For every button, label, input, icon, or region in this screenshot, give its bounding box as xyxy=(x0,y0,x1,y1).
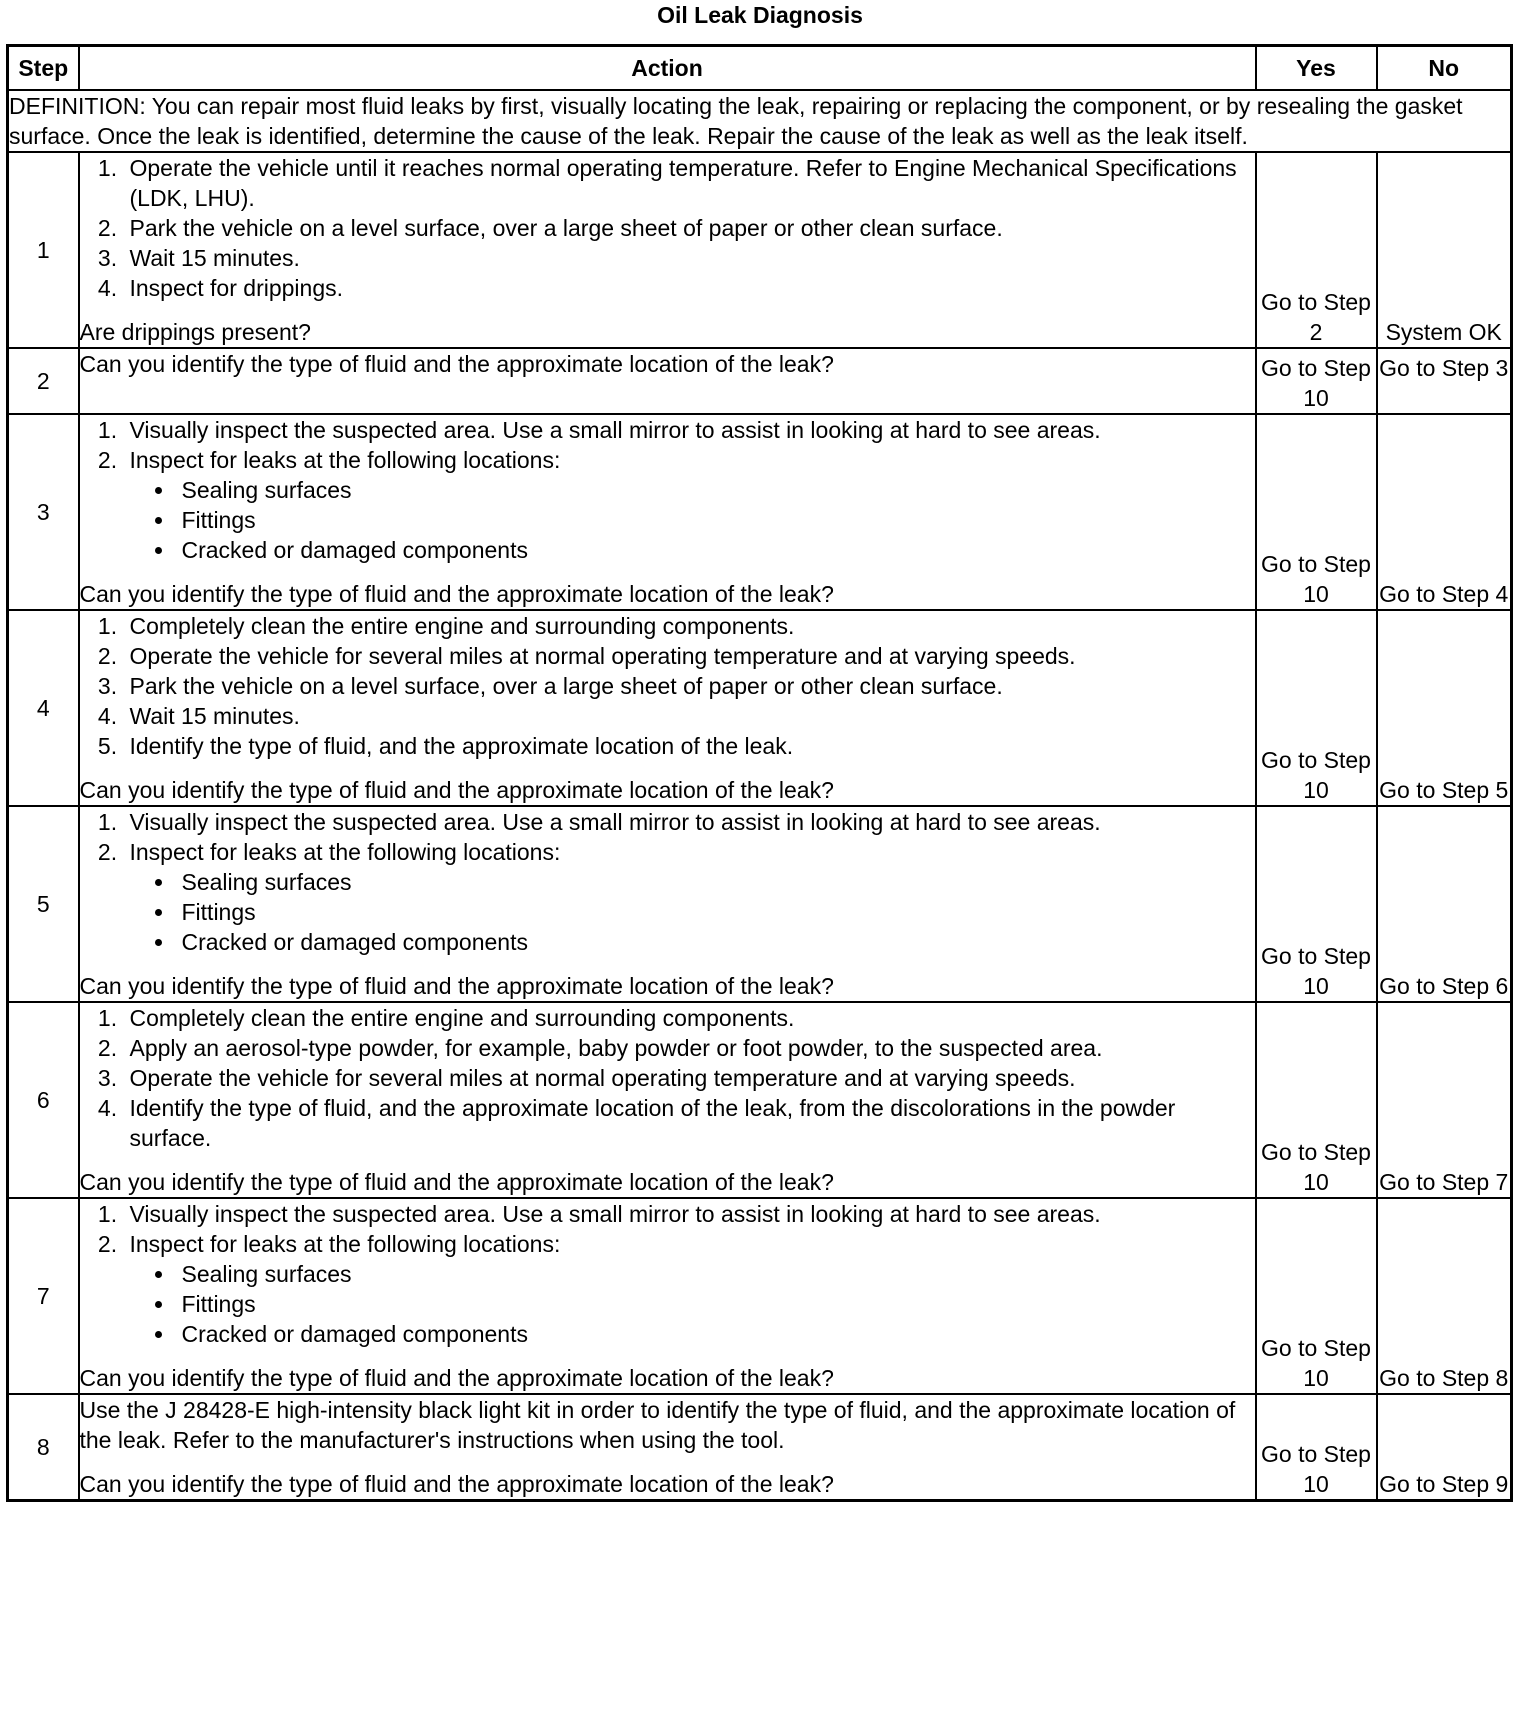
no-result: Go to Step 8 xyxy=(1377,1198,1512,1394)
action-list xyxy=(80,807,1255,957)
step-number: 7 xyxy=(8,1198,79,1394)
yes-result: Go to Step 10 xyxy=(1256,1002,1377,1198)
action-list xyxy=(80,611,1255,761)
step-question: Can you identify the type of fluid and the approximate location of the leak? xyxy=(79,1169,834,1195)
step-action xyxy=(79,806,1256,1002)
action-list xyxy=(80,415,1255,565)
step-number: 5 xyxy=(8,806,79,1002)
action-item: 1. Operate the vehicle until it reaches normal operating temperature. Refer to Engine Mechanical Specifications (LDK, LHU). xyxy=(124,153,1255,213)
yes-result: Go to Step 10 xyxy=(1256,610,1377,806)
action-item: 4. Inspect for drippings. xyxy=(124,273,1255,303)
location-bullet: • Cracked or damaged components xyxy=(176,535,1255,565)
table-header-row xyxy=(8,46,1512,91)
step-question: Can you identify the type of fluid and the approximate location of the leak? xyxy=(79,1471,834,1497)
location-bullets xyxy=(124,867,1255,957)
header-no: No xyxy=(1377,46,1512,91)
action-item: 4. Identify the type of fluid, and the approximate location of the leak, from the discolorations in the powder surface. xyxy=(124,1093,1255,1153)
step-question: Can you identify the type of fluid and the approximate location of the leak? xyxy=(79,973,834,999)
document-title: Oil Leak Diagnosis xyxy=(657,2,863,28)
action-item: 1. Completely clean the entire engine and surrounding components. xyxy=(124,1003,1255,1033)
step-action xyxy=(79,414,1256,610)
location-bullet: • Sealing surfaces xyxy=(176,867,1255,897)
step-action xyxy=(79,610,1256,806)
step-row xyxy=(8,610,1512,806)
step-action xyxy=(79,1198,1256,1394)
no-result: Go to Step 9 xyxy=(1377,1394,1512,1501)
action-list xyxy=(80,1003,1255,1153)
action-item: 1. Visually inspect the suspected area. Use a small mirror to assist in looking at hard to see areas. xyxy=(124,1199,1255,1229)
yes-result: Go to Step 10 xyxy=(1256,414,1377,610)
step-action xyxy=(79,1394,1256,1501)
location-bullet: • Sealing surfaces xyxy=(176,475,1255,505)
step-number: 4 xyxy=(8,610,79,806)
no-result: Go to Step 7 xyxy=(1377,1002,1512,1198)
action-item: 2. Inspect for leaks at the following locations: xyxy=(124,445,1255,475)
location-bullet: • Fittings xyxy=(176,897,1255,927)
step-number: 8 xyxy=(8,1394,79,1501)
step-question: Can you identify the type of fluid and the approximate location of the leak? xyxy=(79,581,834,607)
step-row xyxy=(8,1394,1512,1501)
location-bullet: • Fittings xyxy=(176,1289,1255,1319)
action-item: 5. Identify the type of fluid, and the approximate location of the leak. xyxy=(124,731,1255,761)
action-item: 2. Inspect for leaks at the following locations: xyxy=(124,1229,1255,1259)
location-bullet: • Cracked or damaged components xyxy=(176,1319,1255,1349)
action-item: 3. Operate the vehicle for several miles at normal operating temperature and at varying speeds. xyxy=(124,1063,1255,1093)
step-row xyxy=(8,414,1512,610)
yes-result: Go to Step 10 xyxy=(1256,1198,1377,1394)
location-bullet: • Cracked or damaged components xyxy=(176,927,1255,957)
step-action xyxy=(79,1002,1256,1198)
no-result: Go to Step 3 xyxy=(1377,348,1512,414)
step-row xyxy=(8,348,1512,414)
header-step: Step xyxy=(8,46,79,91)
location-bullet: • Fittings xyxy=(176,505,1255,535)
action-item: 1. Completely clean the entire engine and surrounding components. xyxy=(124,611,1255,641)
step-question: Are drippings present? xyxy=(79,319,311,345)
action-list xyxy=(80,1199,1255,1349)
action-item: 1. Visually inspect the suspected area. Use a small mirror to assist in looking at hard to see areas. xyxy=(124,415,1255,445)
location-bullets xyxy=(124,475,1255,565)
header-action: Action xyxy=(79,46,1256,91)
action-item: 1. Visually inspect the suspected area. Use a small mirror to assist in looking at hard to see areas. xyxy=(124,807,1255,837)
no-result: System OK xyxy=(1377,152,1512,348)
yes-result: Go to Step 10 xyxy=(1256,806,1377,1002)
action-item: 2. Inspect for leaks at the following locations: xyxy=(124,837,1255,867)
diagnosis-table xyxy=(6,44,1513,1502)
action-item: 2. Apply an aerosol-type powder, for example, baby powder or foot powder, to the suspected area. xyxy=(124,1033,1255,1063)
location-bullets xyxy=(124,1259,1255,1349)
step-question: Can you identify the type of fluid and the approximate location of the leak? xyxy=(79,1365,834,1391)
definition-row xyxy=(8,90,1512,152)
action-item: 3. Park the vehicle on a level surface, over a large sheet of paper or other clean surface. xyxy=(124,671,1255,701)
no-result: Go to Step 5 xyxy=(1377,610,1512,806)
step-number: 1 xyxy=(8,152,79,348)
location-bullet: • Sealing surfaces xyxy=(176,1259,1255,1289)
step-number: 6 xyxy=(8,1002,79,1198)
yes-result: Go to Step 2 xyxy=(1256,152,1377,348)
yes-result: Go to Step 10 xyxy=(1256,1394,1377,1501)
header-yes: Yes xyxy=(1256,46,1377,91)
action-list xyxy=(80,153,1255,303)
no-result: Go to Step 4 xyxy=(1377,414,1512,610)
step-question: Can you identify the type of fluid and the approximate location of the leak? xyxy=(79,351,834,377)
step-action xyxy=(79,152,1256,348)
definition-text: DEFINITION: You can repair most fluid leaks by first, visually locating the leak, repairing or replacing the component, or by resealing the gasket surface. Once the leak is identified, determine the cause of the leak. Repair the cause of the leak as well as the leak itself. xyxy=(8,90,1512,152)
action-paragraph: Use the J 28428-E high-intensity black light kit in order to identify the type of fluid, and the approximate location of the leak. Refer to the manufacturer's instructions when using the tool. xyxy=(79,1397,1236,1453)
step-number: 2 xyxy=(8,348,79,414)
action-item: 2. Operate the vehicle for several miles at normal operating temperature and at varying speeds. xyxy=(124,641,1255,671)
step-row xyxy=(8,152,1512,348)
step-question: Can you identify the type of fluid and the approximate location of the leak? xyxy=(79,777,834,803)
action-item: 2. Park the vehicle on a level surface, over a large sheet of paper or other clean surface. xyxy=(124,213,1255,243)
action-item: 4. Wait 15 minutes. xyxy=(124,701,1255,731)
step-action xyxy=(79,348,1256,414)
step-row xyxy=(8,806,1512,1002)
yes-result: Go to Step 10 xyxy=(1256,348,1377,414)
no-result: Go to Step 6 xyxy=(1377,806,1512,1002)
action-item: 3. Wait 15 minutes. xyxy=(124,243,1255,273)
step-number: 3 xyxy=(8,414,79,610)
step-row xyxy=(8,1198,1512,1394)
step-row xyxy=(8,1002,1512,1198)
